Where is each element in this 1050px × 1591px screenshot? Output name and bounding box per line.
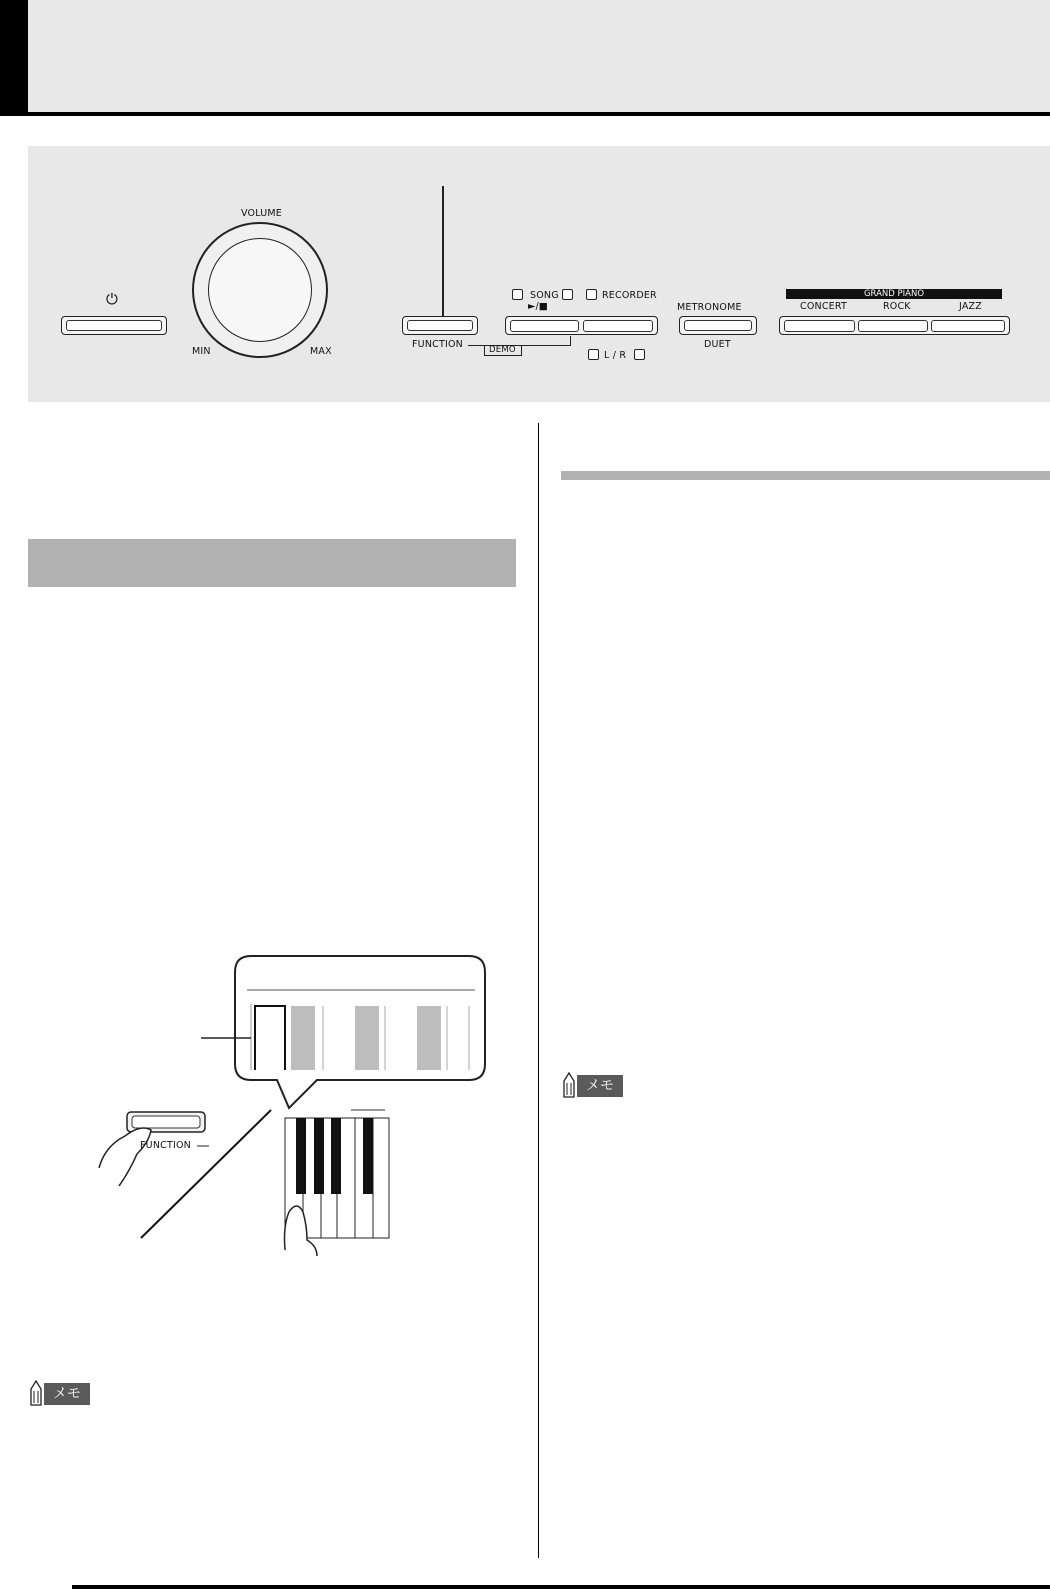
rock-label: ROCK — [883, 301, 911, 312]
song-recorder-button-group — [505, 316, 658, 335]
recorder-label: RECORDER — [602, 290, 657, 301]
song-led-right — [562, 289, 573, 300]
callout-line — [442, 186, 444, 320]
function-label: FUNCTION — [412, 339, 463, 350]
jazz-button[interactable] — [931, 320, 1005, 332]
rock-button[interactable] — [858, 320, 928, 332]
volume-label: VOLUME — [241, 208, 282, 219]
metronome-label: METRONOME — [677, 302, 742, 313]
grand-piano-header: GRAND PIANO — [786, 289, 1002, 299]
control-panel-illustration — [28, 146, 1050, 402]
concert-label: CONCERT — [800, 301, 847, 312]
volume-knob[interactable] — [192, 222, 328, 358]
recorder-button[interactable] — [583, 320, 653, 332]
header-tab — [0, 0, 28, 116]
section-heading-bar — [28, 539, 516, 587]
memo-badge-left: メモ — [28, 1379, 92, 1409]
volume-max-label: MAX — [310, 346, 332, 357]
power-icon: ⏻ — [106, 290, 119, 308]
illustration-function-label: FUNCTION — [140, 1140, 191, 1151]
subsection-heading-bar — [561, 471, 1050, 480]
memo-badge-right: メモ — [561, 1071, 625, 1101]
keyboard-illustration — [85, 950, 495, 1280]
jazz-label: JAZZ — [959, 301, 982, 312]
demo-box: DEMO — [484, 345, 522, 356]
volume-min-label: MIN — [192, 346, 211, 357]
page-header — [28, 0, 1050, 116]
pencil-memo-icon — [28, 1379, 44, 1409]
lr-label: L / R — [604, 350, 627, 361]
song-led-left — [512, 289, 523, 300]
duet-label: DUET — [704, 339, 731, 350]
footer-rule — [72, 1585, 1050, 1589]
grand-piano-button-group — [779, 316, 1010, 335]
recorder-led — [586, 289, 597, 300]
power-button[interactable] — [61, 316, 167, 335]
metronome-button[interactable] — [679, 316, 757, 335]
function-button[interactable] — [402, 316, 478, 335]
concert-button[interactable] — [784, 320, 855, 332]
pencil-memo-icon — [561, 1071, 577, 1101]
song-label: SONG — [530, 290, 559, 301]
column-divider — [538, 423, 539, 1558]
lr-led-right — [634, 349, 645, 360]
play-stop-label: ►/■ — [528, 301, 549, 312]
lr-led-left — [588, 349, 599, 360]
play-stop-button[interactable] — [510, 320, 579, 332]
